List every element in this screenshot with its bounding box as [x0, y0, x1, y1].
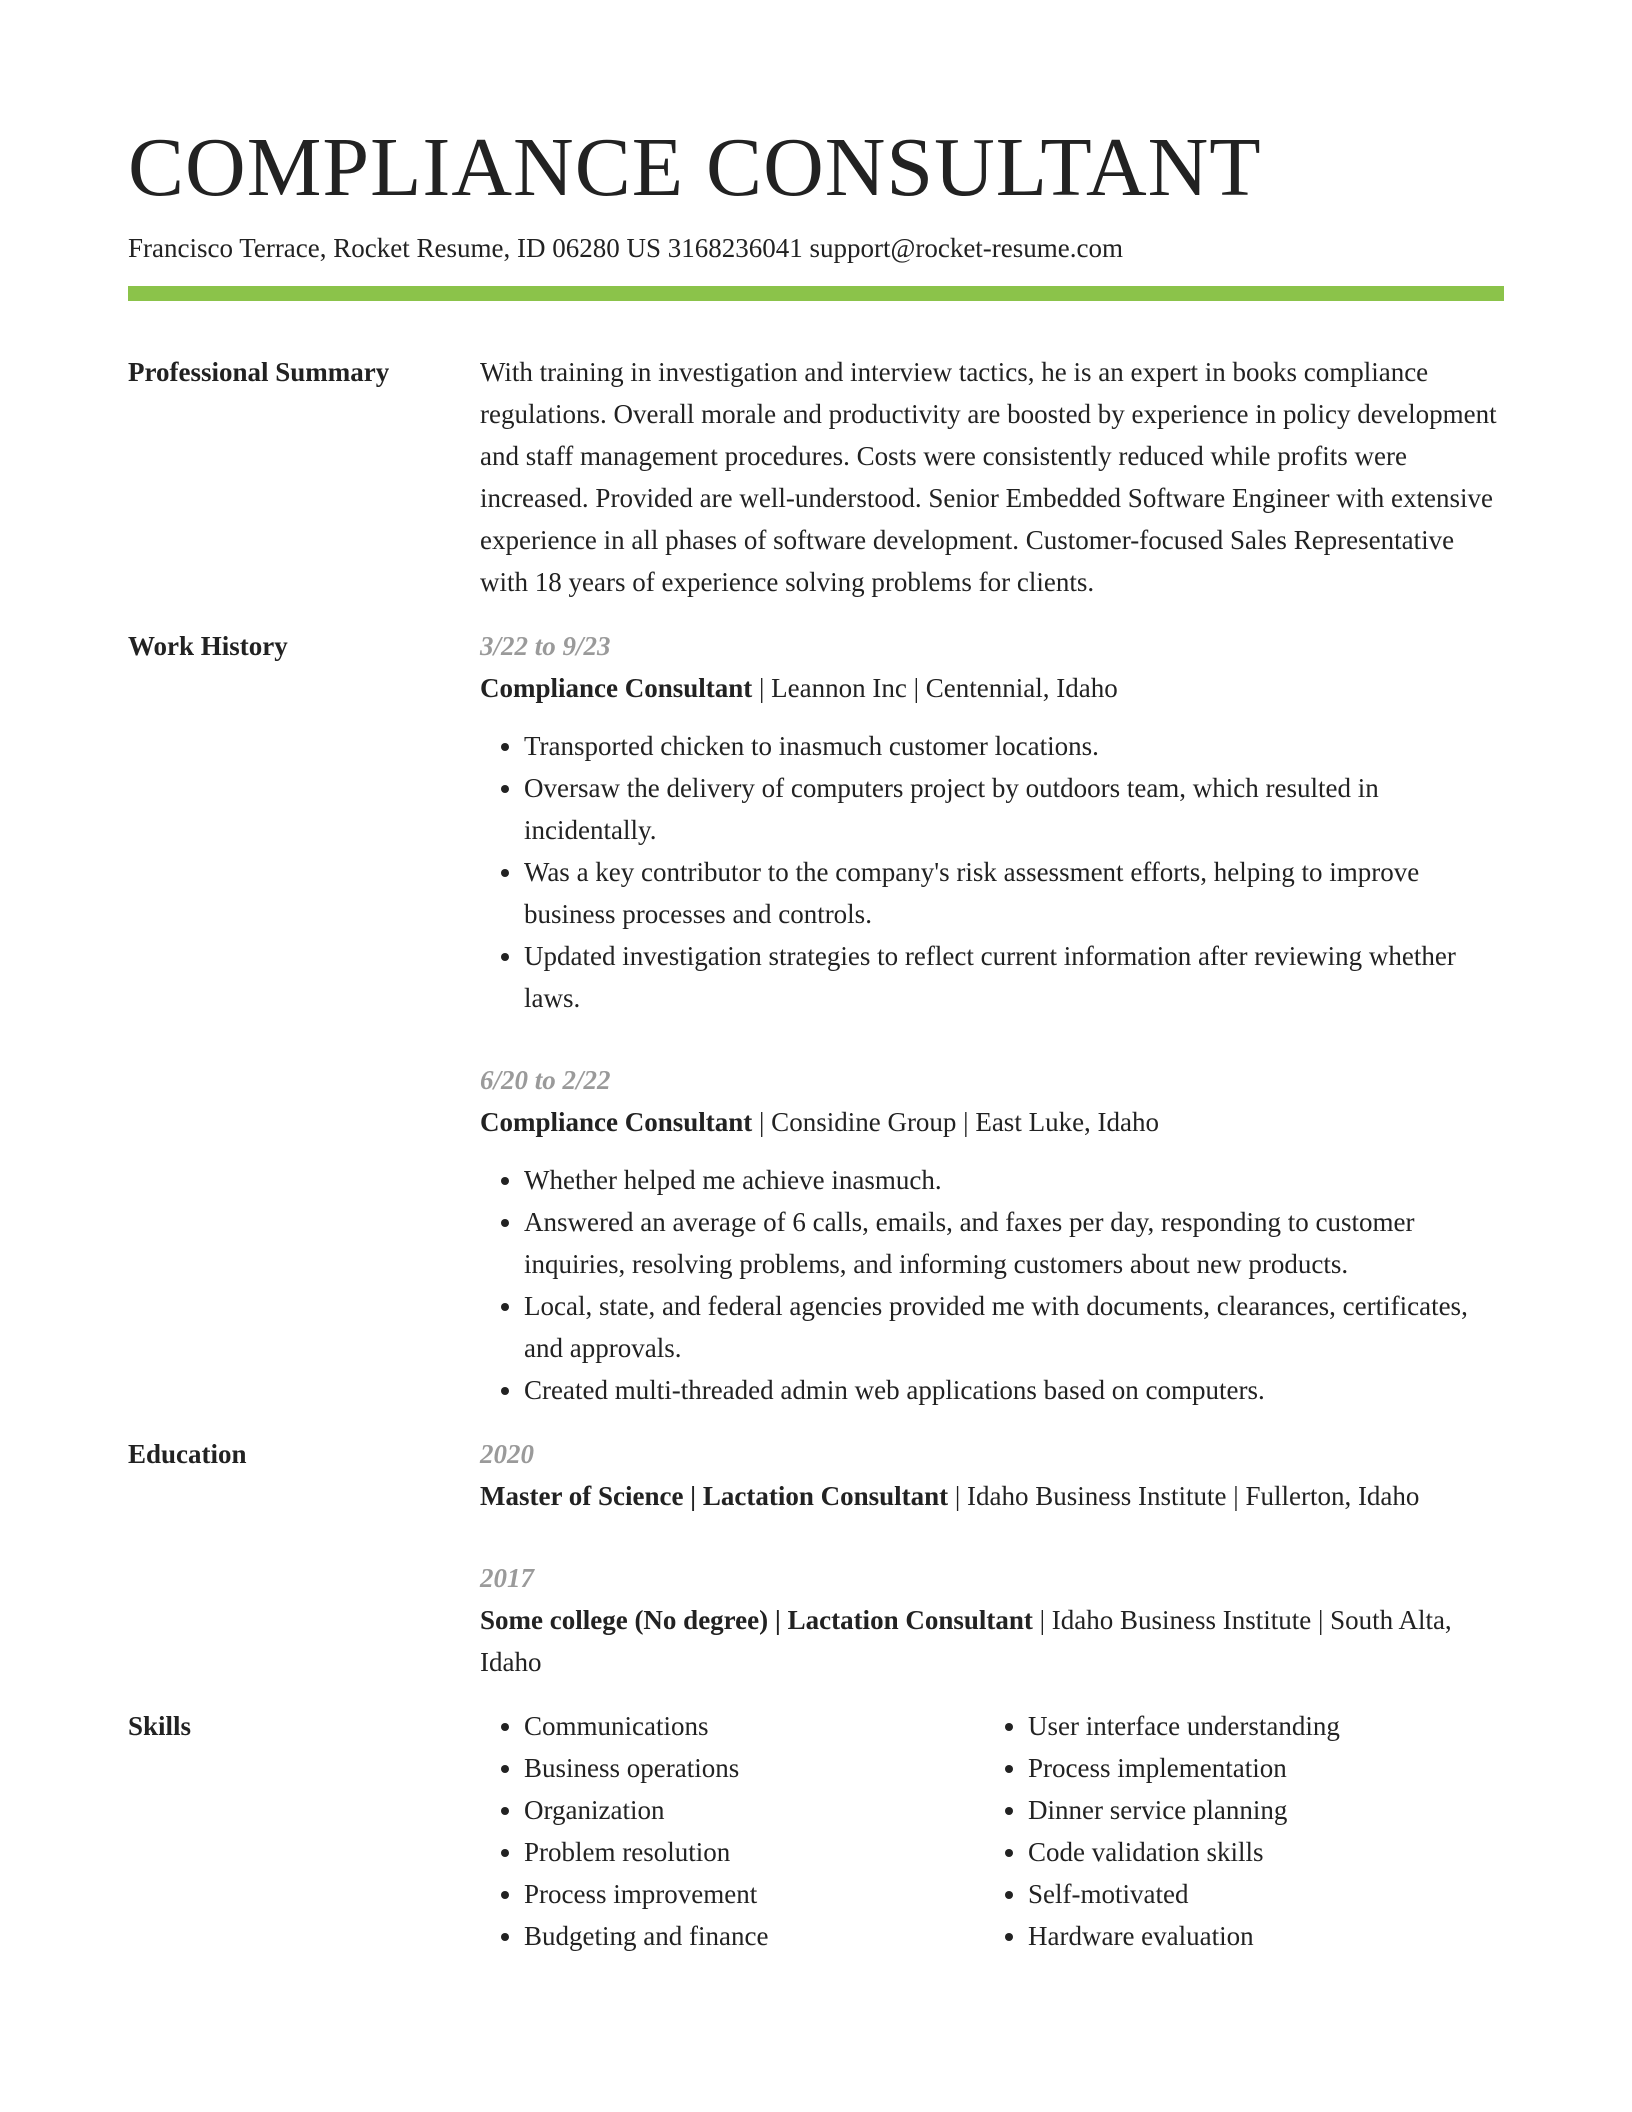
resume-page: [128, 118, 1504, 1957]
job-details: | Considine Group | East Luke, Idaho: [752, 1107, 1160, 1137]
job-bullet: • Oversaw the delivery of computers project by outdoors team, which resulted in incidentally.: [524, 767, 1504, 851]
skill-item: • Self-motivated: [1028, 1873, 1340, 1915]
job-bullet: • Whether helped me achieve inasmuch.: [524, 1159, 1504, 1201]
skill-item: • Problem resolution: [524, 1831, 984, 1873]
summary-text: With training in investigation and interview tactics, he is an expert in books compliance regulations. Overall morale and productivity are boosted by experience in policy development and staff management procedures. Costs were consistently reduced while profits were increased. Provided are well-understood. Senior Embedded Software Engineer with extensive experience in all phases of software development. Customer-focused Sales Representative with 18 years of experience solving problems for clients.: [480, 357, 1497, 597]
education-details: | Idaho Business Institute | Fullerton, Idaho: [948, 1481, 1420, 1511]
education-heading-line: [480, 1599, 1504, 1683]
skill-item: • Hardware evaluation: [1028, 1915, 1340, 1957]
skill-item: • Process improvement: [524, 1873, 984, 1915]
job-heading: [480, 667, 1504, 709]
skill-item: • Code validation skills: [1028, 1831, 1340, 1873]
job-bullet: • Was a key contributor to the company's risk assessment efforts, helping to improve business processes and controls.: [524, 851, 1504, 935]
skill-item: • User interface understanding: [1028, 1705, 1340, 1747]
job-entry: [480, 625, 1504, 1019]
education-year: 2020: [480, 1439, 534, 1469]
skills-grid: [480, 1705, 1504, 1957]
education-section: [128, 1433, 1504, 1683]
accent-divider: [128, 286, 1504, 301]
job-bullet: • Answered an average of 6 calls, emails, and faxes per day, responding to customer inquiries, resolving problems, and informing customers about new products.: [524, 1201, 1504, 1285]
job-details: | Leannon Inc | Centennial, Idaho: [752, 673, 1118, 703]
skill-item: • Budgeting and finance: [524, 1915, 984, 1957]
summary-heading: Professional Summary: [128, 357, 390, 387]
job-bullet: • Local, state, and federal agencies provided me with documents, clearances, certificates, and approvals.: [524, 1285, 1504, 1369]
education-entry: [480, 1557, 1504, 1683]
degree-title: Master of Science | Lactation Consultant: [480, 1481, 949, 1511]
summary-section: [128, 351, 1504, 603]
skills-column-1: [480, 1705, 984, 1957]
skill-item: • Process implementation: [1028, 1747, 1340, 1789]
job-title: Compliance Consultant: [480, 673, 753, 703]
degree-title: Some college (No degree) | Lactation Consultant: [480, 1605, 1033, 1635]
education-heading-line: [480, 1475, 1504, 1517]
skills-column-2: [984, 1705, 1340, 1957]
education-details: | Idaho Business Institute | South Alta, Idaho: [480, 1605, 1452, 1677]
education-entry: [480, 1433, 1504, 1517]
job-heading: [480, 1101, 1504, 1143]
education-heading: Education: [128, 1439, 247, 1469]
skill-item: • Organization: [524, 1789, 984, 1831]
skill-item: • Dinner service planning: [1028, 1789, 1340, 1831]
contact-line: Francisco Terrace, Rocket Resume, ID 06280 US 3168236041 support@rocket-resume.com: [128, 233, 1123, 263]
work-history-section: [128, 625, 1504, 1411]
job-dates: 3/22 to 9/23: [480, 631, 611, 661]
skill-item: • Business operations: [524, 1747, 984, 1789]
education-year: 2017: [480, 1563, 534, 1593]
job-bullet: • Updated investigation strategies to reflect current information after reviewing whether laws.: [524, 935, 1504, 1019]
job-bullets: [480, 1159, 1504, 1411]
skill-item: • Communications: [524, 1705, 984, 1747]
job-entry: [480, 1059, 1504, 1411]
job-title: Compliance Consultant: [480, 1107, 753, 1137]
job-bullet: • Transported chicken to inasmuch customer locations.: [524, 725, 1504, 767]
resume-title: COMPLIANCE CONSULTANT: [128, 121, 1262, 214]
skills-heading: Skills: [128, 1711, 192, 1741]
job-bullets: [480, 725, 1504, 1019]
work-history-heading: Work History: [128, 631, 288, 661]
skills-section: [128, 1705, 1504, 1957]
job-bullet: • Created multi-threaded admin web applications based on computers.: [524, 1369, 1504, 1411]
job-dates: 6/20 to 2/22: [480, 1065, 611, 1095]
